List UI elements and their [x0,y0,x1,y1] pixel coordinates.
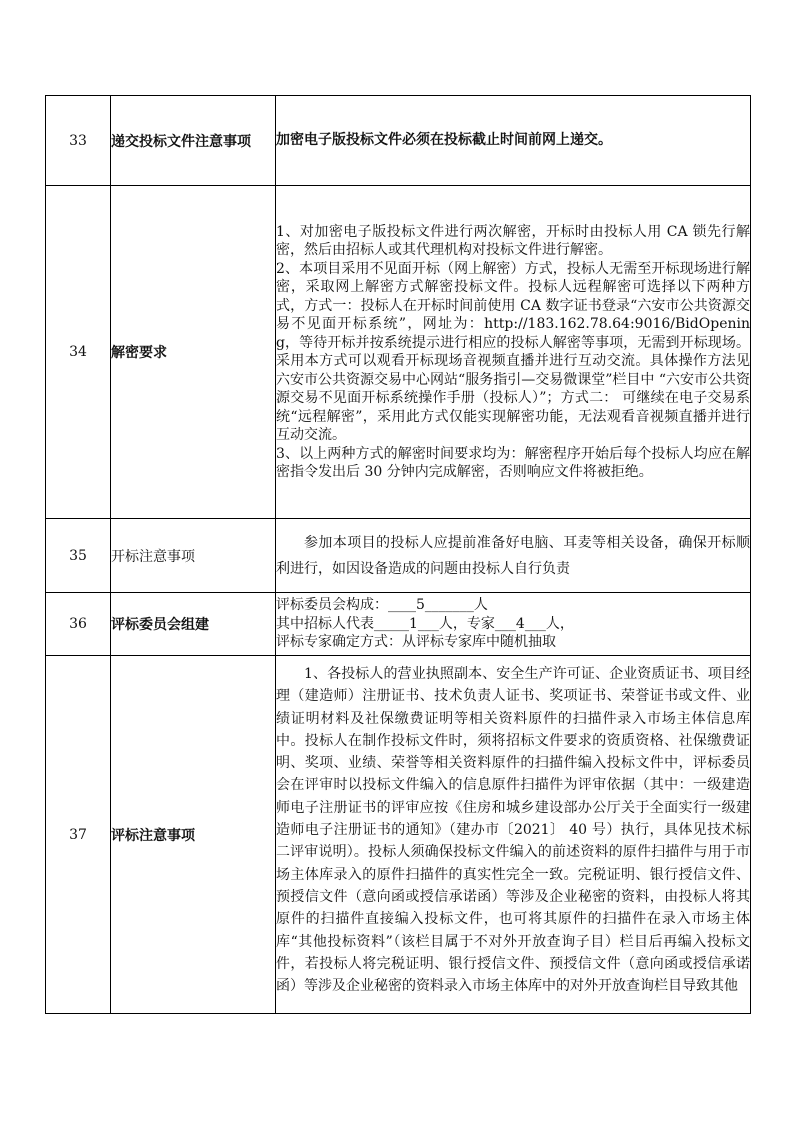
table-row [46,186,751,519]
row-content [276,656,751,1014]
row-item: 递交投标文件注意事项 [111,96,276,186]
row-item: 解密要求 [111,186,276,519]
row-content [276,519,751,593]
row-item: 评标注意事项 [111,656,276,1014]
content-paragraph: 加密电子版投标文件必须在投标截止时间前网上递交。 [276,132,612,149]
row-number: 34 [46,186,111,519]
row-content [276,186,751,519]
content-paragraph: 1、各投标人的营业执照副本、安全生产许可证、企业资质证书、项目经理（建造师）注册证书、技术负责人证书、奖项证书、荣誉证书或文件、业绩证明材料及社保缴费证明等相关资料原件的扫描件录入市场主体信息库中。投标人在制作投标文件时，须将招标文件要求的资质资格、社保缴费证明、奖项、业绩、荣誉等相关资料原件的扫描件编入投标文件中，评标委员会在评审时以投标文件编入的信息原件扫描件为评审依据（其中：一级建造师电子注册证书的评审应按《住房和城乡建设部办公厅关于全面实行一级建造师电子注册证书的通知》（建办市〔2021〕 40 号）执行，具体见技术标二评审说明）。投标人须确保投标文件编入的前述资料的原件扫描件与用于市场主体库录入的原件扫描件的真实性完全一致。完税证明、银行授信文件、预授信文件（意向函或授信承诺函）等涉及企业秘密的资料，由投标人将其原件的扫描件直接编入投标文件，也可将其原件的扫描件在录入市场主体库“其他投标资料”（该栏目属于不对外开放查询子目）栏目后再编入投标文件，若投标人将完税证明、银行授信文件、预授信文件（意向函或授信承诺函）等涉及企业秘密的资料录入市场主体库中的对外开放查询栏目导致其他 [276,666,750,995]
row-item: 评标委员会组建 [111,593,276,656]
content-paragraph: 2、本项目采用不见面开标（网上解密）方式，投标人无需至开标现场进行解密，采取网上解密方式解密投标文件。投标人远程解密可选择以下两种方式，方式一：投标人在开标时间前使用 CA 数字证书登录“六安市公共资源交易不见面开标系统”，网址为：http://183.162.78.64:9016/BidOpening，等待开标并按系统提示进行相应的投标人解密等事项，无需到开标现场。采用本方式可以观看开标现场音视频直播并进行互动交流。具体操作方法见六安市公共资源交易中心网站“服务指引—交易微课堂”栏目中 “六安市公共资源交易不见面开标系统操作手册（投标人）”；方式二： 可继续在电子交易系统“远程解密”，采用此方式仅能实现解密功能，无法观看音视频直播并进行互动交流。 [276,260,750,443]
row-number: 33 [46,96,111,186]
content-paragraph: 参加本项目的投标人应提前准备好电脑、耳麦等相关设备，确保开标顺利进行，如因设备造成的问题由投标人自行负责 [276,534,750,577]
row-number: 37 [46,656,111,1014]
content-paragraph: 3、以上两种方式的解密时间要求均为：解密程序开始后每个投标人均应在解密指令发出后 30 分钟内完成解密，否则响应文件将被拒绝。 [276,445,750,480]
row-item: 开标注意事项 [111,519,276,593]
row-content [276,593,751,656]
table-row [46,593,751,656]
row-number: 36 [46,593,111,656]
content-paragraph: 评标委员会构成：____5_______人 [276,597,488,614]
row-content [276,96,751,186]
row-number: 35 [46,519,111,593]
bid-notes-table [45,95,751,1014]
table-row [46,96,751,186]
content-paragraph: 评标专家确定方式：从评标专家库中随机抽取 [276,634,556,651]
content-clip [276,656,750,1013]
table-row [46,656,751,1014]
table-row [46,519,751,593]
content-paragraph: 1、对加密电子版投标文件进行两次解密，开标时由投标人用 CA 锁先行解密，然后由招标人或其代理机构对投标文件进行解密。 [276,223,750,258]
content-paragraph: 其中招标人代表_____1___人，专家___4___人， [276,615,574,632]
